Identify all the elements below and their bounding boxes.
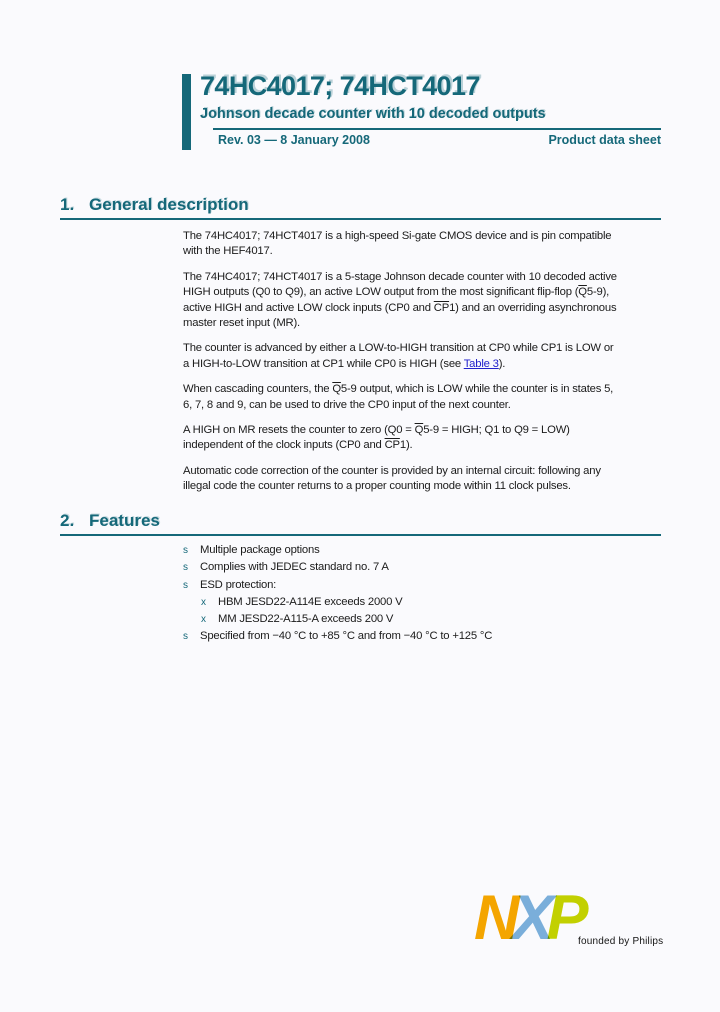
revision-row <box>218 133 661 148</box>
header-divider <box>213 128 661 130</box>
text-run: 1) and an overriding asynchronous <box>449 301 617 314</box>
nxp-letter-p: P <box>546 883 589 953</box>
paragraph <box>183 270 683 332</box>
overlined-signal-name: $\overline{Q}$ <box>332 383 341 396</box>
bullet-marker: s <box>183 545 188 556</box>
nxp-letter-n: N <box>474 883 520 953</box>
feature-text: MM JESD22-A115-A exceeds 200 V <box>218 613 394 626</box>
text-run: 5-9 output, which is LOW while the counter is in states 5, <box>340 383 614 396</box>
bullet-marker: x <box>201 596 206 608</box>
feature-item <box>183 628 683 645</box>
text-run: The 74HC4017; 74HCT4017 is a 5-stage Johnson decade counter with 10 decoded active <box>183 270 617 283</box>
bullet-marker: s <box>183 562 188 574</box>
feature-text: HBM JESD22-A114E exceeds 2000 V <box>218 595 403 608</box>
text-run: The counter is advanced by either a LOW-to-HIGH transition at CP0 while CP1 is LOW or <box>183 342 614 355</box>
overlined-signal-name: $\overline{CP}$ <box>384 439 400 452</box>
text-run: independent of the clock inputs (CP0 and <box>183 439 385 452</box>
feature-item <box>183 542 683 559</box>
paragraph <box>183 341 683 372</box>
section-2-heading <box>60 511 661 536</box>
text-run: When cascading counters, the <box>183 383 333 396</box>
section-1-heading <box>60 195 661 220</box>
nxp-logo <box>474 883 704 953</box>
feature-item <box>183 594 683 611</box>
overlined-signal-name: $\overline{CP}$ <box>433 301 450 314</box>
general-description-text <box>183 229 683 505</box>
feature-item <box>183 577 683 594</box>
table-3-link[interactable]: Table 3 <box>463 357 499 370</box>
text-run: with the HEF4017. <box>183 245 273 258</box>
revision-date: Rev. 03 — 8 January 2008 <box>218 133 370 147</box>
text-run: 5-9), <box>586 286 610 299</box>
feature-text: Complies with JEDEC standard no. 7 A <box>200 561 389 574</box>
paragraph <box>183 229 683 260</box>
text-run: HIGH outputs (Q0 to Q9), an active LOW output from the most significant flip-flop ( <box>183 286 579 299</box>
document-subtitle: Johnson decade counter with 10 decoded outputs <box>200 106 546 122</box>
overlined-signal-name: $\overline{Q}$ <box>578 286 587 299</box>
text-run: 5-9 = HIGH; Q1 to Q9 = LOW) <box>423 424 570 437</box>
text-run: A HIGH on MR resets the counter to zero (Q0 = <box>183 424 415 437</box>
text-run: master reset input (MR). <box>183 317 300 330</box>
section-2-title: Features <box>89 511 160 530</box>
text-run: illegal code the counter returns to a proper counting mode within 11 clock pulses. <box>183 480 571 493</box>
text-run: active HIGH and active LOW clock inputs (CP0 and <box>183 301 434 314</box>
header-accent-bar <box>182 74 191 150</box>
text-run: 1). <box>399 439 413 452</box>
bullet-marker: s <box>183 631 188 643</box>
feature-text: Specified from −40 °C to +85 °C and from −40 °C to +125 °C <box>200 630 493 643</box>
paragraph <box>183 423 683 454</box>
nxp-wordmark <box>474 883 589 953</box>
text-run: a HIGH-to-LOW transition at CP1 while CP0 is HIGH (see <box>183 357 464 370</box>
overlined-signal-name: $\overline{Q}$ <box>414 424 424 437</box>
feature-text: ESD protection: <box>200 578 277 591</box>
feature-item <box>183 559 683 576</box>
section-2-number: 2. <box>60 511 75 530</box>
document-title: 74HC4017; 74HCT4017 <box>200 71 480 101</box>
section-1-number: 1. <box>60 195 75 214</box>
paragraph <box>183 464 683 495</box>
document-type: Product data sheet <box>548 133 661 147</box>
text-run: ). <box>498 357 506 370</box>
nxp-tagline: founded by Philips <box>578 936 664 947</box>
text-run: Automatic code correction of the counter is provided by an internal circuit: following any <box>183 464 601 477</box>
text-run: 6, 7, 8 and 9, can be used to drive the CP0 input of the next counter. <box>183 398 511 411</box>
section-1-title: General description <box>89 195 249 214</box>
nxp-letter-x: X <box>511 883 554 953</box>
features-list <box>183 542 683 646</box>
bullet-marker: s <box>183 579 188 591</box>
text-run: The 74HC4017; 74HCT4017 is a high-speed Si-gate CMOS device and is pin compatible <box>183 230 612 242</box>
header-content <box>200 72 661 148</box>
paragraph <box>183 382 683 413</box>
document-header <box>182 72 661 148</box>
feature-text: Multiple package options <box>200 544 320 556</box>
bullet-marker: x <box>201 614 206 626</box>
feature-item <box>183 611 683 628</box>
